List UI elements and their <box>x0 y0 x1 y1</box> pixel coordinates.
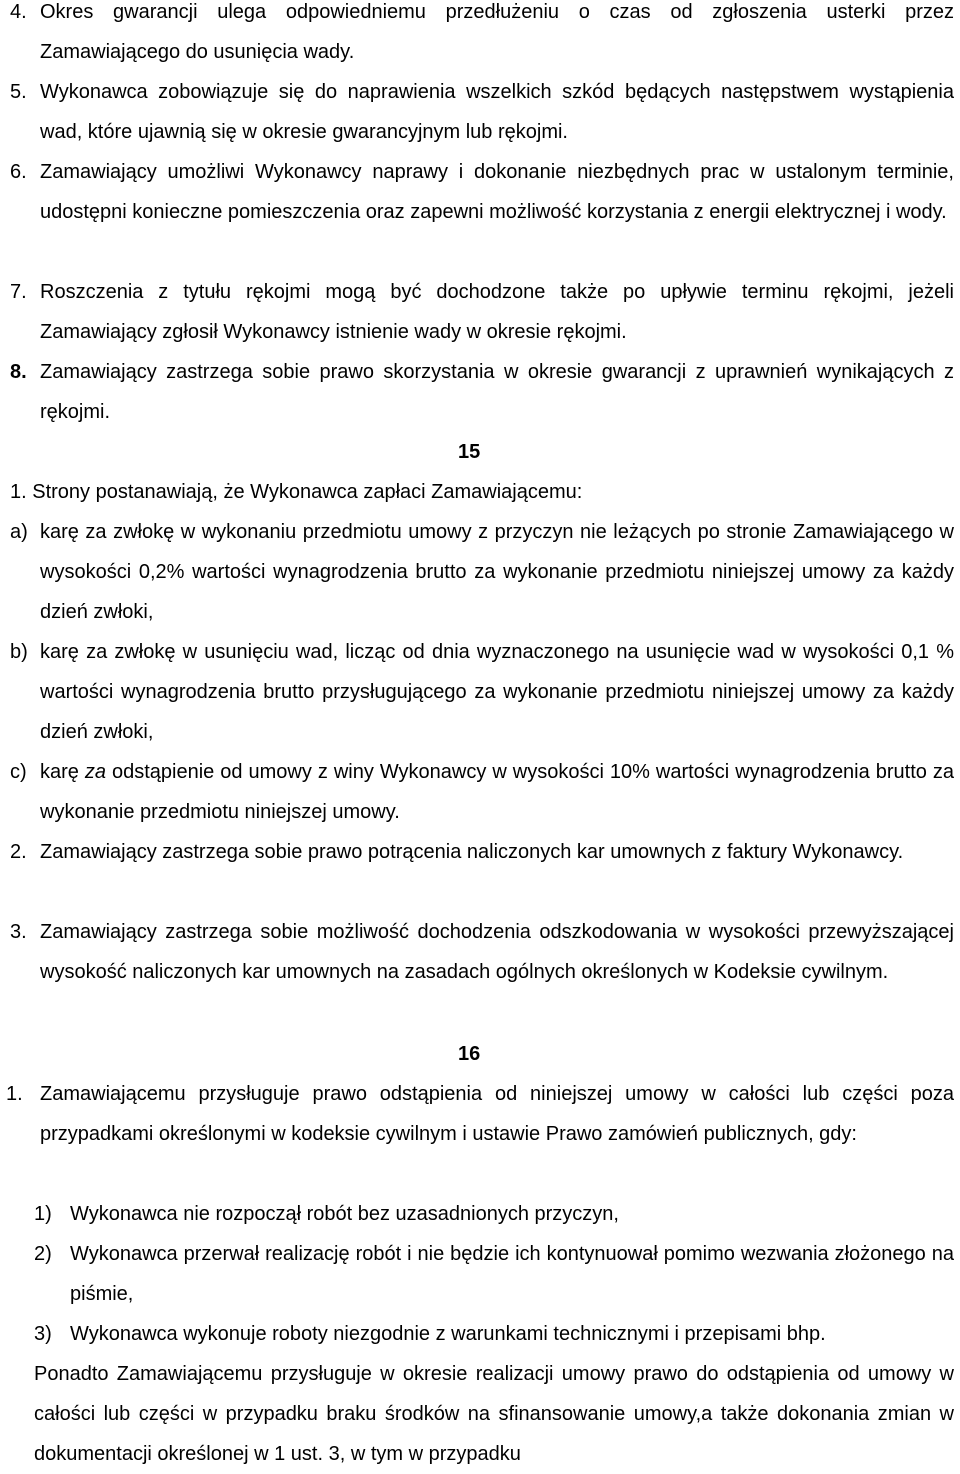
paragraph <box>10 832 954 872</box>
item-text <box>40 752 954 832</box>
item-text: Wykonawca wykonuje roboty niezgodnie z warunkami technicznymi i przepisami bhp. <box>70 1323 826 1345</box>
list-item <box>10 272 954 352</box>
paragraph-text: Zamawiającemu przysługuje prawo odstąpienia od niniejszej umowy w całości lub części poza przypadkami określonymi w kodeksie cywilnym i ustawie Prawo zamówień publicznych, gdy: <box>40 1083 954 1145</box>
item-number: 7. <box>10 281 27 303</box>
item-text: Zamawiający umożliwi Wykonawcy naprawy i dokonanie niezbędnych prac w ustalonym terminie, udostępni konieczne pomieszczenia oraz zapewni możliwość korzystania z energii elektrycznej i wody. <box>40 161 954 223</box>
list-item <box>10 752 954 832</box>
item-number: 6. <box>10 161 27 183</box>
item-text: Roszczenia z tytułu rękojmi mogą być dochodzone także po upływie terminu rękojmi, jeżeli Zamawiający zgłosił Wykonawcy istnienie wady w okresie rękojmi. <box>40 281 954 343</box>
item-text-part: karę <box>40 761 79 783</box>
item-text: Wykonawca przerwał realizację robót i nie będzie ich kontynuował pomimo wezwania złożonego na piśmie, <box>70 1243 954 1305</box>
item-number: 4. <box>10 1 27 23</box>
list-item <box>10 352 954 432</box>
paragraph <box>6 1074 954 1154</box>
item-number: 8. <box>10 361 27 383</box>
paragraph-text: Zamawiający zastrzega sobie prawo potrącenia naliczonych kar umownych z faktury Wykonawcy. <box>40 841 904 863</box>
list-item <box>34 1314 954 1354</box>
paragraph-number: 2. <box>10 841 27 863</box>
section-number: 15 <box>458 441 481 463</box>
paragraph-text: Zamawiający zastrzega sobie możliwość dochodzenia odszkodowania w wysokości przewyższającej wysokość naliczonych kar umownych na zasadach ogólnych określonych w Kodeksie cywilnym. <box>40 921 954 983</box>
list-item <box>34 1194 954 1234</box>
closing-paragraph: Ponadto Zamawiającemu przysługuje w okresie realizacji umowy prawo do odstąpienia od umowy w całości lub części w przypadku braku środków na sfinansowanie umowy,a także dokonania zmian w dokumentacji określonej w 1 ust. 3, w tym w przypadku <box>34 1363 954 1465</box>
paragraph-number: 1. <box>6 1083 23 1105</box>
item-label: c) <box>10 761 27 783</box>
item-label: b) <box>10 641 28 663</box>
item-text: karę za zwłokę w usunięciu wad, licząc od dnia wyznaczonego na usunięcie wad w wysokości 0,1 % wartości wynagrodzenia brutto przysługującego za wykonanie przedmiotu niniejszej umowy za każdy dzień zwłoki, <box>40 641 954 743</box>
paragraph-text: Strony postanawiają, że Wykonawca zapłaci Zamawiającemu: <box>32 481 583 503</box>
list-item <box>10 72 954 152</box>
list-item <box>10 152 954 232</box>
paragraph-number: 1. <box>10 481 27 503</box>
paragraph <box>10 912 954 992</box>
item-text: Zamawiający zastrzega sobie prawo skorzystania w okresie gwarancji z uprawnień wynikających z rękojmi. <box>40 361 954 423</box>
list-item <box>10 0 954 72</box>
item-number: 5. <box>10 81 27 103</box>
item-text-part: odstąpienie od umowy z winy Wykonawcy w wysokości 10% wartości wynagrodzenia brutto za wykonanie przedmiotu niniejszej umowy. <box>40 761 954 823</box>
item-text: Wykonawca nie rozpoczął robót bez uzasadnionych przyczyn, <box>70 1203 619 1225</box>
section-heading <box>458 432 480 472</box>
item-text-italic: za <box>84 761 107 783</box>
list-item <box>10 632 954 752</box>
item-text: Wykonawca zobowiązuje się do naprawienia wszelkich szkód będących następstwem wystąpienia wad, które ujawnią się w okresie gwarancyjnym lub rękojmi. <box>40 81 954 143</box>
item-number: 3) <box>34 1323 52 1345</box>
item-number: 1) <box>34 1203 52 1225</box>
section-number: 16 <box>458 1043 481 1065</box>
item-text: Okres gwarancji ulega odpowiedniemu przedłużeniu o czas od zgłoszenia usterki przez Zamawiającego do usunięcia wady. <box>40 1 954 63</box>
item-label: a) <box>10 521 28 543</box>
list-item <box>10 512 954 632</box>
paragraph-number: 3. <box>10 921 27 943</box>
item-text: karę za zwłokę w wykonaniu przedmiotu umowy z przyczyn nie leżących po stronie Zamawiającego w wysokości 0,2% wartości wynagrodzenia brutto za wykonanie przedmiotu niniejszej umowy za każdy dzień zwłoki, <box>40 521 954 623</box>
paragraph <box>10 472 954 512</box>
section-heading <box>458 1034 480 1074</box>
item-number: 2) <box>34 1243 52 1265</box>
list-item <box>34 1234 954 1314</box>
